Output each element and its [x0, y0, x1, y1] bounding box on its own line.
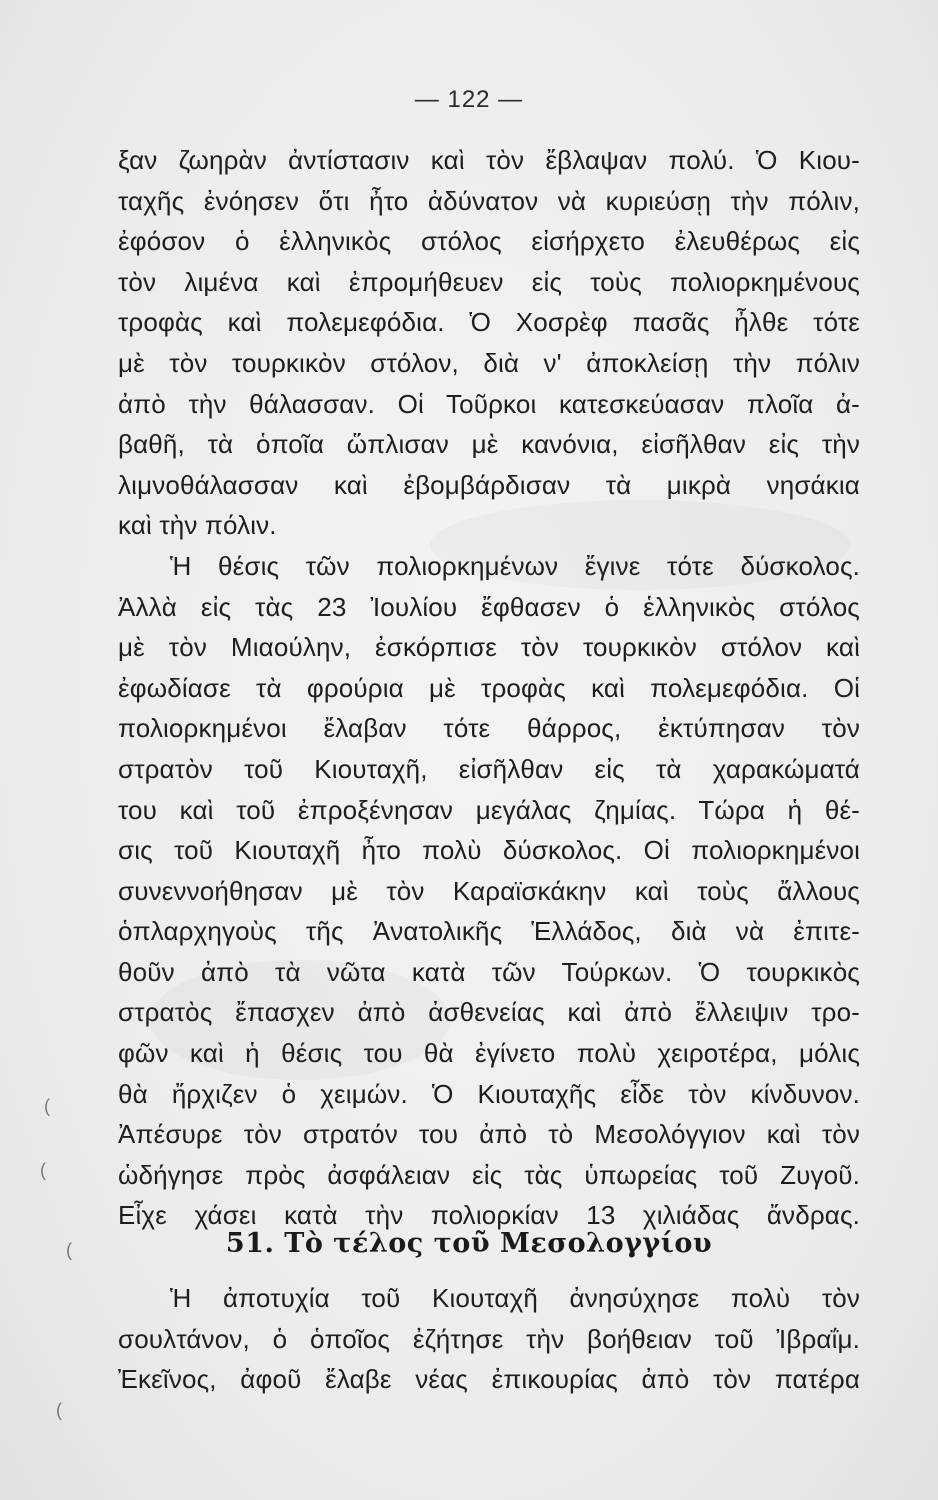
text-line: στρατὸν τοῦ Κιουταχῆ, εἰσῆλθαν εἰς τὰ χαρακώματά [118, 753, 860, 784]
text-line: τὸν λιμένα καὶ ἐπρομήθευεν εἰς τοὺς πολιορκημένους [118, 266, 860, 297]
text-line: θὰ ἤρχιζεν ὁ χειμών. Ὁ Κιουταχῆς εἶδε τὸν κίνδυνον. [118, 1078, 860, 1109]
section-text [118, 1278, 860, 1400]
text-line: ἀπὸ τὴν θάλασσαν. Οἱ Τοῦρκοι κατεσκεύασαν πλοῖα ἀ- [118, 388, 860, 419]
text-line: σουλτάνον, ὁ ὁποῖος ἐζήτησε τὴν βοήθειαν τοῦ Ἰβραΐμ. [118, 1323, 860, 1354]
margin-mark: ( [66, 1240, 72, 1260]
text-line: ὁπλαρχηγοὺς τῆς Ἀνατολικῆς Ἑλλάδος, διὰ νὰ ἐπιτε- [118, 916, 860, 947]
text-line: στρατὸς ἔπασχεν ἀπὸ ἀσθενείας καὶ ἀπὸ ἔλλειψιν τρο- [118, 997, 860, 1028]
page-number: — 122 — [414, 86, 524, 113]
text-line: τροφὰς καὶ πολεμεφόδια. Ὁ Χοσρὲφ πασᾶς ἦλθε τότε [118, 307, 860, 338]
text-line: Εἶχε χάσει κατὰ τὴν πολιορκίαν 13 χιλιάδας ἄνδρας. [118, 1200, 860, 1231]
text-line: μὲ τὸν τουρκικὸν στόλον, διὰ ν' ἀποκλείσῃ τὴν πόλιν [118, 347, 860, 378]
text-line: καὶ τὴν πόλιν. [118, 510, 277, 541]
text-line: ταχῆς ἐνόησεν ὅτι ἦτο ἀδύνατον νὰ κυριεύσῃ τὴν πόλιν, [118, 185, 860, 216]
text-line: πολιορκημένοι ἔλαβαν τότε θάρρος, ἐκτύπησαν τὸν [118, 713, 860, 744]
text-line: βαθῆ, τὰ ὁποῖα ὥπλισαν μὲ κανόνια, εἰσῆλθαν εἰς τὴν [118, 429, 860, 460]
text-line: συνεννοήθησαν μὲ τὸν Καραϊσκάκην καὶ τοὺς ἄλλους [118, 875, 860, 906]
text-line: Ἀπέσυρε τὸν στρατόν του ἀπὸ τὸ Μεσολόγγιον καὶ τὸν [118, 1119, 860, 1150]
margin-mark: ( [40, 1160, 46, 1180]
text-line: ὡδήγησε πρὸς ἀσφάλειαν εἰς τὰς ὑπωρείας τοῦ Ζυγοῦ. [118, 1159, 860, 1190]
margin-mark: ( [56, 1400, 62, 1420]
text-line: ἐφωδίασε τὰ φρούρια μὲ τροφὰς καὶ πολεμεφόδια. Οἱ [118, 672, 860, 703]
section-heading: 51. Τὸ τέλος τοῦ Μεσολογγίου [225, 1228, 713, 1259]
body-text [118, 140, 860, 1236]
text-line: του καὶ τοῦ ἐπροξένησαν μεγάλας ζημίας. Τώρα ἡ θέ- [118, 794, 860, 825]
margin-mark: ( [44, 1096, 50, 1116]
text-line: ἐφόσον ὁ ἑλληνικὸς στόλος εἰσήρχετο ἐλευθέρως εἰς [118, 226, 860, 257]
text-line: μὲ τὸν Μιαούλην, ἐσκόρπισε τὸν τουρκικὸν στόλον καὶ [118, 632, 860, 663]
text-line: σις τοῦ Κιουταχῆ ἦτο πολὺ δύσκολος. Οἱ πολιορκημένοι [118, 835, 860, 866]
text-line: Ἡ ἀποτυχία τοῦ Κιουταχῆ ἀνησύχησε πολὺ τὸν [170, 1283, 860, 1313]
text-line: Ἀλλὰ εἰς τὰς 23 Ἰουλίου ἔφθασεν ὁ ἑλληνικὸς στόλος [118, 591, 860, 622]
text-line: Ἡ θέσις τῶν πολιορκημένων ἔγινε τότε δύσκολος. [170, 550, 860, 581]
text-line: Ἐκεῖνος, ἀφοῦ ἔλαβε νέας ἐπικουρίας ἀπὸ τὸν πατέρα [118, 1364, 860, 1395]
text-line: λιμνοθάλασσαν καὶ ἐβομβάρδισαν τὰ μικρὰ νησάκια [118, 469, 860, 500]
text-line: θοῦν ἀπὸ τὰ νῶτα κατὰ τῶν Τούρκων. Ὁ τουρκικὸς [118, 956, 860, 987]
text-line: ξαν ζωηρὰν ἀντίστασιν καὶ τὸν ἔβλαψαν πολύ. Ὁ Κιου- [118, 145, 860, 175]
text-line: φῶν καὶ ἡ θέσις του θὰ ἐγίνετο πολὺ χειροτέρα, μόλις [118, 1038, 860, 1069]
